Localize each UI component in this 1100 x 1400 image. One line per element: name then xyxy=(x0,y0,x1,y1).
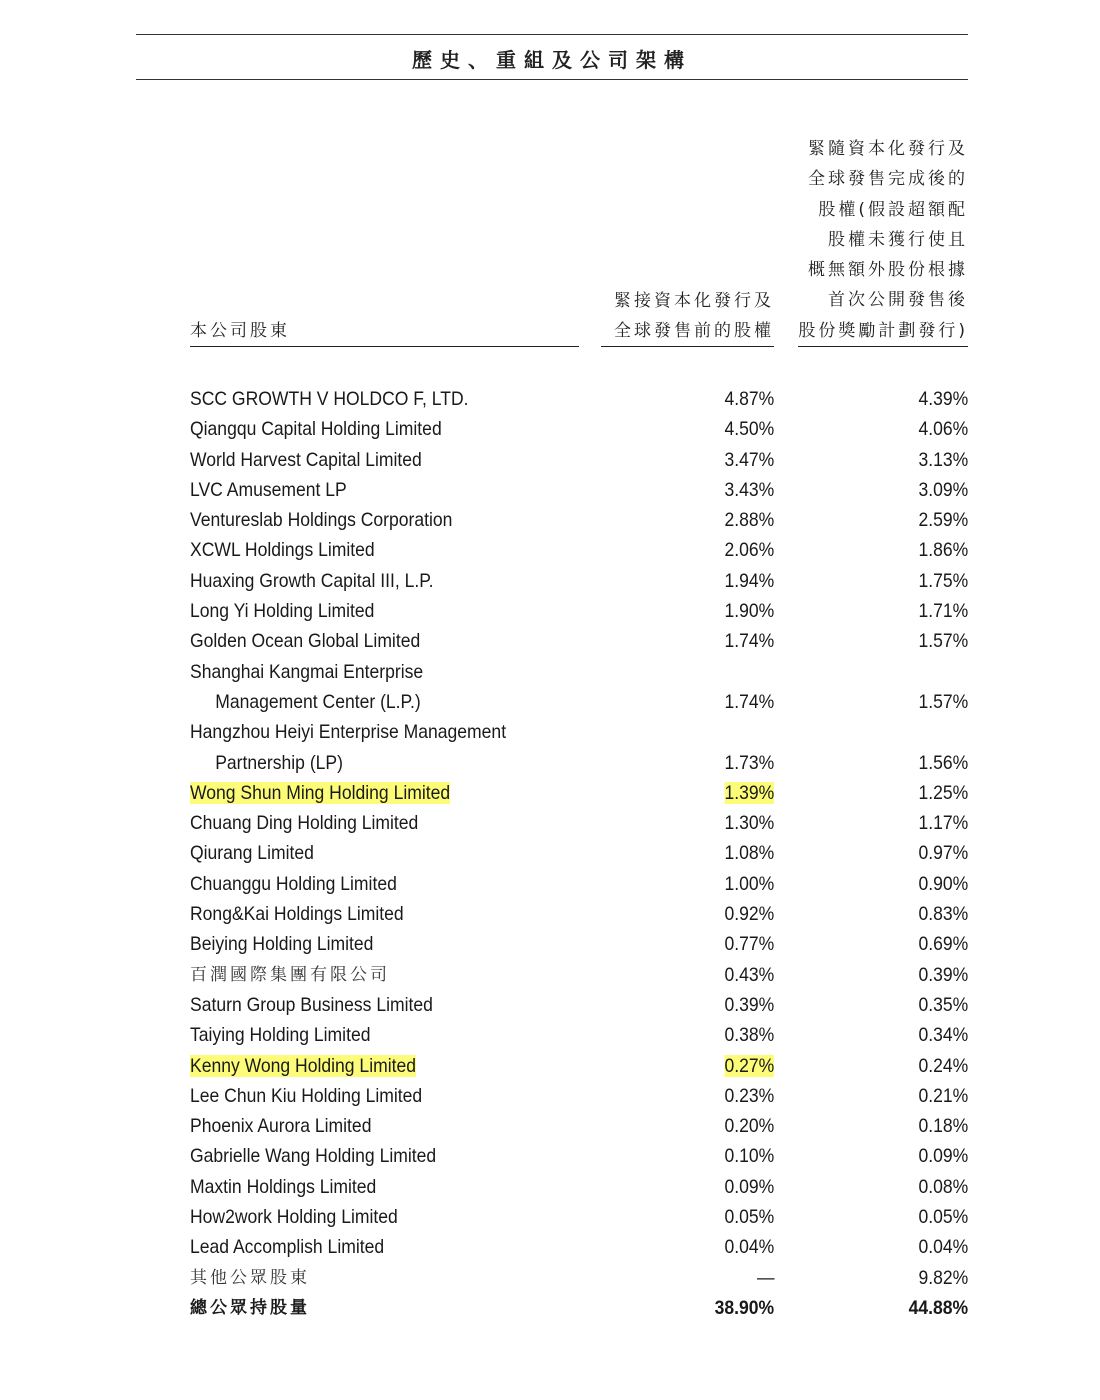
shareholding-before-value: 3.43% xyxy=(724,478,774,501)
shareholding-before-value: 0.10% xyxy=(724,1145,774,1168)
table-row xyxy=(0,1079,1100,1109)
shareholding-after-value: 0.69% xyxy=(918,933,968,956)
shareholding-after xyxy=(918,960,968,990)
column-header-before-line: 緊接資本化發行及 xyxy=(614,291,774,311)
table-row xyxy=(0,564,1100,594)
shareholder-name xyxy=(190,566,434,596)
shareholder-name xyxy=(190,505,452,535)
shareholding-before-value: 0.77% xyxy=(724,933,774,956)
shareholding-before xyxy=(724,778,774,808)
shareholding-before-value: 38.90% xyxy=(714,1296,774,1319)
shareholding-before xyxy=(724,1141,774,1171)
shareholder-name-text: Gabrielle Wang Holding Limited xyxy=(190,1145,437,1168)
shareholding-before xyxy=(724,535,774,565)
header-underline-after xyxy=(798,346,968,347)
shareholding-after-value: 3.09% xyxy=(918,478,968,501)
shareholding-after-value: 9.82% xyxy=(918,1266,968,1289)
shareholding-before xyxy=(724,748,774,778)
shareholding-before xyxy=(724,445,774,475)
shareholding-after xyxy=(918,566,968,596)
shareholder-name xyxy=(190,1081,422,1111)
shareholding-before xyxy=(724,1202,774,1232)
shareholder-name-text: 總公眾持股量 xyxy=(190,1297,310,1318)
shareholder-name-text: Qiangqu Capital Holding Limited xyxy=(190,418,442,441)
shareholder-name-text: Kenny Wong Holding Limited xyxy=(190,1054,417,1077)
column-header-after-line: 股權(假設超額配 xyxy=(818,199,968,220)
shareholder-name-text: Saturn Group Business Limited xyxy=(190,993,433,1016)
shareholder-name xyxy=(190,596,374,626)
shareholding-after-value: 0.24% xyxy=(918,1054,968,1077)
shareholding-before xyxy=(756,1263,774,1293)
shareholding-after xyxy=(918,1263,968,1293)
table-row xyxy=(0,503,1100,533)
shareholding-before-value: 1.00% xyxy=(724,872,774,895)
shareholding-after-value: 0.21% xyxy=(918,1084,968,1107)
shareholder-name-continued: Partnership (LP) xyxy=(215,751,343,774)
shareholder-name-text: Phoenix Aurora Limited xyxy=(190,1115,372,1138)
shareholding-after xyxy=(918,1141,968,1171)
shareholder-name-text: Chuanggu Holding Limited xyxy=(190,872,397,895)
shareholder-name-text: Golden Ocean Global Limited xyxy=(190,630,421,653)
shareholding-before xyxy=(724,505,774,535)
shareholding-after xyxy=(918,414,968,444)
shareholder-name xyxy=(190,1051,416,1081)
shareholding-after xyxy=(918,1202,968,1232)
section-title: 歷史、重組及公司架構 xyxy=(412,48,692,72)
shareholding-after-value: 1.17% xyxy=(918,812,968,835)
shareholder-name-text: 百潤國際集團有限公司 xyxy=(190,964,390,985)
shareholding-after xyxy=(918,596,968,626)
shareholding-after xyxy=(918,505,968,535)
shareholding-before-value: — xyxy=(756,1266,774,1289)
table-row xyxy=(0,382,1100,412)
table-row xyxy=(0,1018,1100,1048)
shareholding-before-value: 1.30% xyxy=(724,812,774,835)
shareholder-name-text: Wong Shun Ming Holding Limited xyxy=(190,781,451,804)
shareholding-before-value: 0.23% xyxy=(724,1084,774,1107)
shareholder-name-continued: Management Center (L.P.) xyxy=(215,690,421,713)
shareholding-after xyxy=(918,535,968,565)
shareholder-name xyxy=(190,838,314,868)
shareholder-name xyxy=(190,414,442,444)
shareholding-after-value: 1.25% xyxy=(918,781,968,804)
shareholder-name xyxy=(190,1202,398,1232)
shareholder-name-text: Long Yi Holding Limited xyxy=(190,600,375,623)
shareholding-after-value: 0.09% xyxy=(918,1145,968,1168)
table-row xyxy=(0,927,1100,957)
table-row xyxy=(0,1261,1100,1291)
shareholding-after xyxy=(908,1293,968,1323)
shareholding-after-value: 0.39% xyxy=(918,963,968,986)
shareholder-name-text: 其他公眾股東 xyxy=(190,1267,310,1288)
shareholder-name-text: Beiying Holding Limited xyxy=(190,933,374,956)
column-header-after xyxy=(798,134,968,346)
shareholding-after xyxy=(918,445,968,475)
shareholding-after-value: 4.39% xyxy=(918,388,968,410)
shareholding-after-value: 0.90% xyxy=(918,872,968,895)
shareholding-after-value: 0.05% xyxy=(918,1206,968,1229)
shareholding-after xyxy=(918,384,968,414)
shareholding-before-value: 0.38% xyxy=(724,1024,774,1047)
shareholding-before-value: 1.90% xyxy=(724,600,774,623)
shareholding-before xyxy=(724,990,774,1020)
shareholder-name xyxy=(190,626,420,656)
column-header-after-line: 概無額外股份根據 xyxy=(808,260,968,281)
shareholding-before-value: 0.09% xyxy=(724,1175,774,1198)
shareholding-before xyxy=(724,929,774,959)
shareholding-after xyxy=(918,748,968,778)
shareholding-before-value: 4.50% xyxy=(724,418,774,441)
shareholding-after xyxy=(918,687,968,717)
shareholding-after-value: 4.06% xyxy=(918,418,968,441)
table-row xyxy=(0,988,1100,1018)
shareholding-after xyxy=(918,1051,968,1081)
shareholder-name xyxy=(190,929,373,959)
shareholder-name-text: World Harvest Capital Limited xyxy=(190,448,422,471)
shareholder-name-text: Qiurang Limited xyxy=(190,842,314,865)
shareholding-before xyxy=(724,808,774,838)
table-row xyxy=(0,443,1100,473)
shareholder-name xyxy=(190,899,404,929)
shareholder-name-text: Ventureslab Holdings Corporation xyxy=(190,509,453,532)
shareholding-before-value: 2.06% xyxy=(724,539,774,562)
table-row xyxy=(0,533,1100,563)
shareholding-after-value: 0.34% xyxy=(918,1024,968,1047)
table-row xyxy=(0,897,1100,927)
table-row xyxy=(0,624,1100,654)
shareholding-before-value: 3.47% xyxy=(724,448,774,471)
shareholder-name xyxy=(190,960,390,990)
shareholder-name-text: Maxtin Holdings Limited xyxy=(190,1175,377,1198)
shareholding-before-value: 1.73% xyxy=(724,751,774,774)
shareholding-before-value: 1.94% xyxy=(724,569,774,592)
shareholding-after xyxy=(918,1232,968,1262)
table-row xyxy=(0,1109,1100,1139)
shareholder-name xyxy=(190,1111,371,1141)
column-header-before xyxy=(614,286,774,347)
shareholding-after xyxy=(918,475,968,505)
shareholder-name xyxy=(190,1020,370,1050)
top-rule xyxy=(136,34,968,35)
shareholding-after-value: 1.56% xyxy=(918,751,968,774)
table-row xyxy=(0,715,1100,776)
title-bottom-rule xyxy=(136,79,968,80)
shareholding-after-value: 0.83% xyxy=(918,903,968,926)
shareholding-before xyxy=(724,838,774,868)
shareholder-name xyxy=(190,1232,384,1262)
table-row xyxy=(0,867,1100,897)
shareholder-name xyxy=(190,475,347,505)
column-header-after-line: 股份獎勵計劃發行) xyxy=(798,320,968,341)
shareholding-before xyxy=(724,1232,774,1262)
shareholding-after-value: 1.71% xyxy=(918,600,968,623)
shareholder-name xyxy=(190,384,469,414)
shareholding-after-value: 2.59% xyxy=(918,509,968,532)
shareholder-name xyxy=(190,778,450,808)
shareholding-before-value: 1.39% xyxy=(724,781,774,804)
shareholding-after xyxy=(918,1172,968,1202)
shareholding-after xyxy=(918,778,968,808)
shareholding-before xyxy=(724,1172,774,1202)
shareholding-after xyxy=(918,838,968,868)
shareholding-before xyxy=(724,596,774,626)
shareholding-before xyxy=(724,1051,774,1081)
shareholding-before xyxy=(724,1111,774,1141)
shareholding-after-value: 0.97% xyxy=(918,842,968,865)
column-header-before-line: 全球發售前的股權 xyxy=(614,321,774,342)
shareholding-after xyxy=(918,929,968,959)
shareholder-name xyxy=(190,717,506,778)
shareholding-before xyxy=(724,475,774,505)
shareholding-before xyxy=(724,1020,774,1050)
shareholding-before xyxy=(724,899,774,929)
shareholding-before-value: 1.74% xyxy=(724,630,774,653)
shareholder-name-text: Lead Accomplish Limited xyxy=(190,1236,385,1259)
shareholder-name xyxy=(190,1293,310,1323)
shareholder-name-text: Chuang Ding Holding Limited xyxy=(190,812,419,835)
shareholding-before xyxy=(724,626,774,656)
column-header-after-line: 股權未獲行使且 xyxy=(828,229,968,250)
shareholding-after xyxy=(918,869,968,899)
shareholding-before xyxy=(724,687,774,717)
shareholder-name xyxy=(190,1263,310,1293)
shareholder-name-text: XCWL Holdings Limited xyxy=(190,539,375,562)
shareholding-after-value: 1.86% xyxy=(918,539,968,562)
shareholder-name xyxy=(190,869,397,899)
column-header-after-line: 首次公開發售後 xyxy=(828,290,968,311)
table-row xyxy=(0,594,1100,624)
shareholding-after-value: 3.13% xyxy=(918,448,968,471)
shareholding-after-value: 0.18% xyxy=(918,1115,968,1138)
column-header-after-line: 全球發售完成後的 xyxy=(808,169,968,190)
shareholding-after xyxy=(918,808,968,838)
shareholder-name-text: LVC Amusement LP xyxy=(190,478,347,501)
table-row xyxy=(0,1139,1100,1169)
shareholding-after-value: 0.08% xyxy=(918,1175,968,1198)
shareholding-after-value: 44.88% xyxy=(908,1296,968,1319)
shareholder-name xyxy=(190,990,433,1020)
shareholding-after-value: 1.57% xyxy=(918,690,968,713)
shareholding-before-value: 0.05% xyxy=(724,1206,774,1229)
shareholding-after-value: 1.57% xyxy=(918,630,968,653)
shareholder-name-text: Hangzhou Heiyi Enterprise Management xyxy=(190,721,507,744)
shareholding-after xyxy=(918,899,968,929)
shareholding-after xyxy=(918,1081,968,1111)
shareholder-name xyxy=(190,808,418,838)
table-row xyxy=(0,473,1100,503)
shareholding-after xyxy=(918,990,968,1020)
shareholding-before-value: 0.04% xyxy=(724,1236,774,1259)
shareholding-before-value: 0.39% xyxy=(724,993,774,1016)
table-row xyxy=(0,1230,1100,1260)
shareholder-name xyxy=(190,1141,436,1171)
shareholding-before xyxy=(714,1293,774,1323)
table-row xyxy=(0,1200,1100,1230)
shareholding-before-value: 2.88% xyxy=(724,509,774,532)
header-underline-before xyxy=(601,346,774,347)
shareholding-before-value: 0.92% xyxy=(724,903,774,926)
shareholder-name-text: Rong&Kai Holdings Limited xyxy=(190,903,404,926)
shareholder-name-text: Lee Chun Kiu Holding Limited xyxy=(190,1084,423,1107)
shareholding-before-value: 4.87% xyxy=(724,388,774,410)
table-row xyxy=(0,836,1100,866)
table-row xyxy=(0,806,1100,836)
shareholding-after xyxy=(918,1020,968,1050)
table-row xyxy=(0,1049,1100,1079)
shareholding-after xyxy=(918,626,968,656)
shareholding-before xyxy=(724,869,774,899)
shareholding-before-value: 0.27% xyxy=(724,1054,774,1077)
shareholder-name-text: SCC GROWTH V HOLDCO F, LTD. xyxy=(190,388,469,410)
shareholding-before-value: 1.74% xyxy=(724,690,774,713)
column-header-shareholder: 本公司股東 xyxy=(190,321,290,341)
column-header-after-line: 緊隨資本化發行及 xyxy=(808,139,968,159)
shareholding-before xyxy=(724,384,774,414)
shareholding-after-value: 1.75% xyxy=(918,569,968,592)
shareholder-name-text: Shanghai Kangmai Enterprise xyxy=(190,660,424,683)
shareholding-after-value: 0.35% xyxy=(918,993,968,1016)
table-row xyxy=(0,958,1100,988)
shareholding-after-value: 0.04% xyxy=(918,1236,968,1259)
shareholding-before xyxy=(724,414,774,444)
total-row xyxy=(0,1291,1100,1321)
shareholder-name xyxy=(190,657,423,718)
shareholding-before xyxy=(724,566,774,596)
shareholding-before-value: 0.43% xyxy=(724,963,774,986)
shareholding-after xyxy=(918,1111,968,1141)
header-underline-shareholder xyxy=(190,346,579,347)
shareholding-before xyxy=(724,1081,774,1111)
shareholder-name xyxy=(190,445,422,475)
shareholder-name xyxy=(190,1172,376,1202)
shareholding-before xyxy=(724,960,774,990)
shareholder-name-text: Taiying Holding Limited xyxy=(190,1024,371,1047)
shareholding-table-body xyxy=(0,382,1100,1321)
shareholder-name-text: How2work Holding Limited xyxy=(190,1206,398,1229)
table-row xyxy=(0,776,1100,806)
table-row xyxy=(0,1170,1100,1200)
table-row xyxy=(0,412,1100,442)
table-row xyxy=(0,655,1100,716)
shareholding-before-value: 1.08% xyxy=(724,842,774,865)
shareholder-name xyxy=(190,535,375,565)
shareholder-name-text: Huaxing Growth Capital III, L.P. xyxy=(190,569,434,592)
shareholding-before-value: 0.20% xyxy=(724,1115,774,1138)
